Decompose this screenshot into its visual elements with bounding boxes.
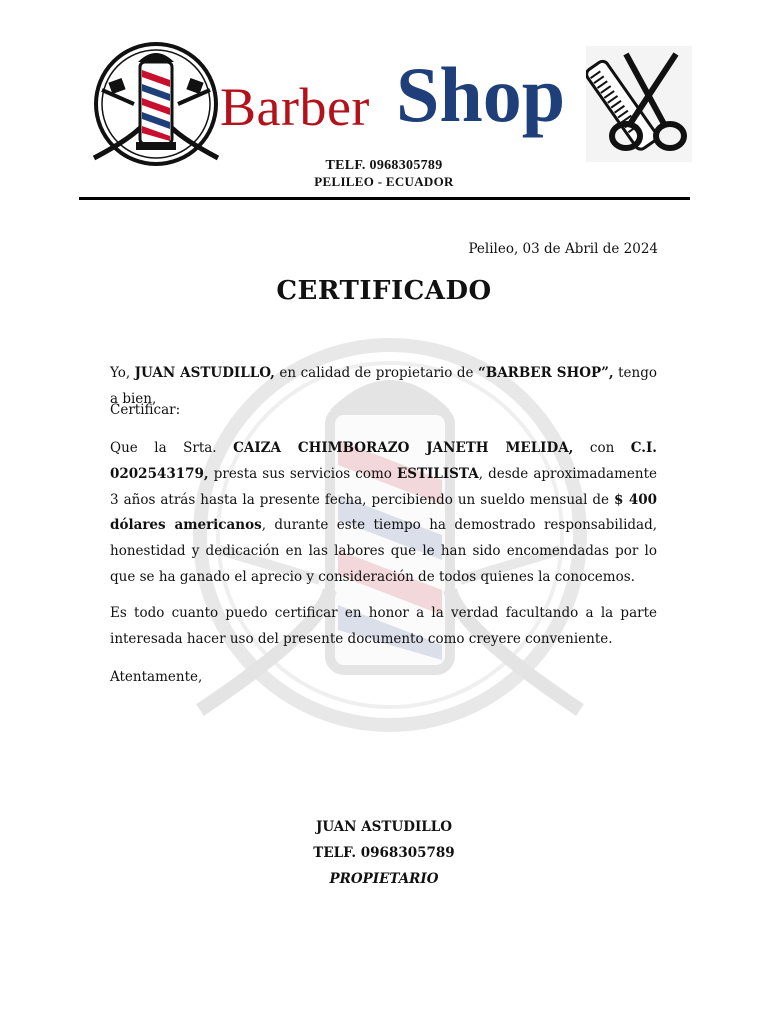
paragraph-body (110, 436, 657, 591)
body-text-2: con (573, 440, 631, 456)
employee-name: CAIZA CHIMBORAZO JANETH MELIDA, (233, 440, 574, 456)
employee-salary: $ 400 dólares americanos (110, 491, 657, 534)
signature-name: JUAN ASTUDILLO (315, 819, 453, 835)
brand-shop-text: Shop (396, 51, 566, 138)
employee-role: ESTILISTA (396, 465, 479, 482)
brand-barber-text: Barber (220, 77, 370, 137)
barber-pole-logo-icon (88, 40, 224, 168)
paragraph-closing: Es todo cuanto puedo certificar en honor a la verdad facultando a la parte interesada hacer uso del presente documento como creyere conveniente. (110, 605, 657, 647)
document-title: CERTIFICADO (276, 276, 492, 306)
body-text-1: Que la Srta. (110, 440, 234, 456)
body-text-4: , desde aproximadamente 3 años atrás hasta la presente fecha, percibiendo un sueldo mensual de (110, 465, 657, 508)
body-text-5: , durante este tiempo ha demostrado responsabilidad, honestidad y dedicación en las labores que le han sido encomendadas por lo que se ha ganado el aprecio y consideración de todos quienes la conocemos. (110, 517, 658, 585)
intro-text-1: Yo, (110, 365, 135, 381)
signature-role: PROPIETARIO (329, 871, 439, 887)
paragraph-certify: Certificar: (110, 402, 181, 418)
intro-text-3: tengo a bien, (110, 365, 657, 407)
body-text-3: presta sus servicios como (208, 465, 397, 482)
header-divider (79, 197, 690, 200)
comb-scissors-icon (586, 46, 692, 162)
document-date: Pelileo, 03 de Abril de 2024 (468, 241, 658, 257)
header-phone: TELF. 0968305789 (325, 158, 443, 173)
shop-name: “BARBER SHOP”, (478, 365, 614, 381)
paragraph-farewell: Atentamente, (110, 669, 203, 685)
signature-phone: TELF. 0968305789 (313, 845, 455, 861)
employee-id: C.I. 0202543179, (110, 440, 658, 482)
intro-text-2: en calidad de propietario de (274, 365, 479, 381)
header-location: PELILEO - ECUADOR (314, 174, 454, 189)
owner-name: JUAN ASTUDILLO, (134, 365, 275, 381)
